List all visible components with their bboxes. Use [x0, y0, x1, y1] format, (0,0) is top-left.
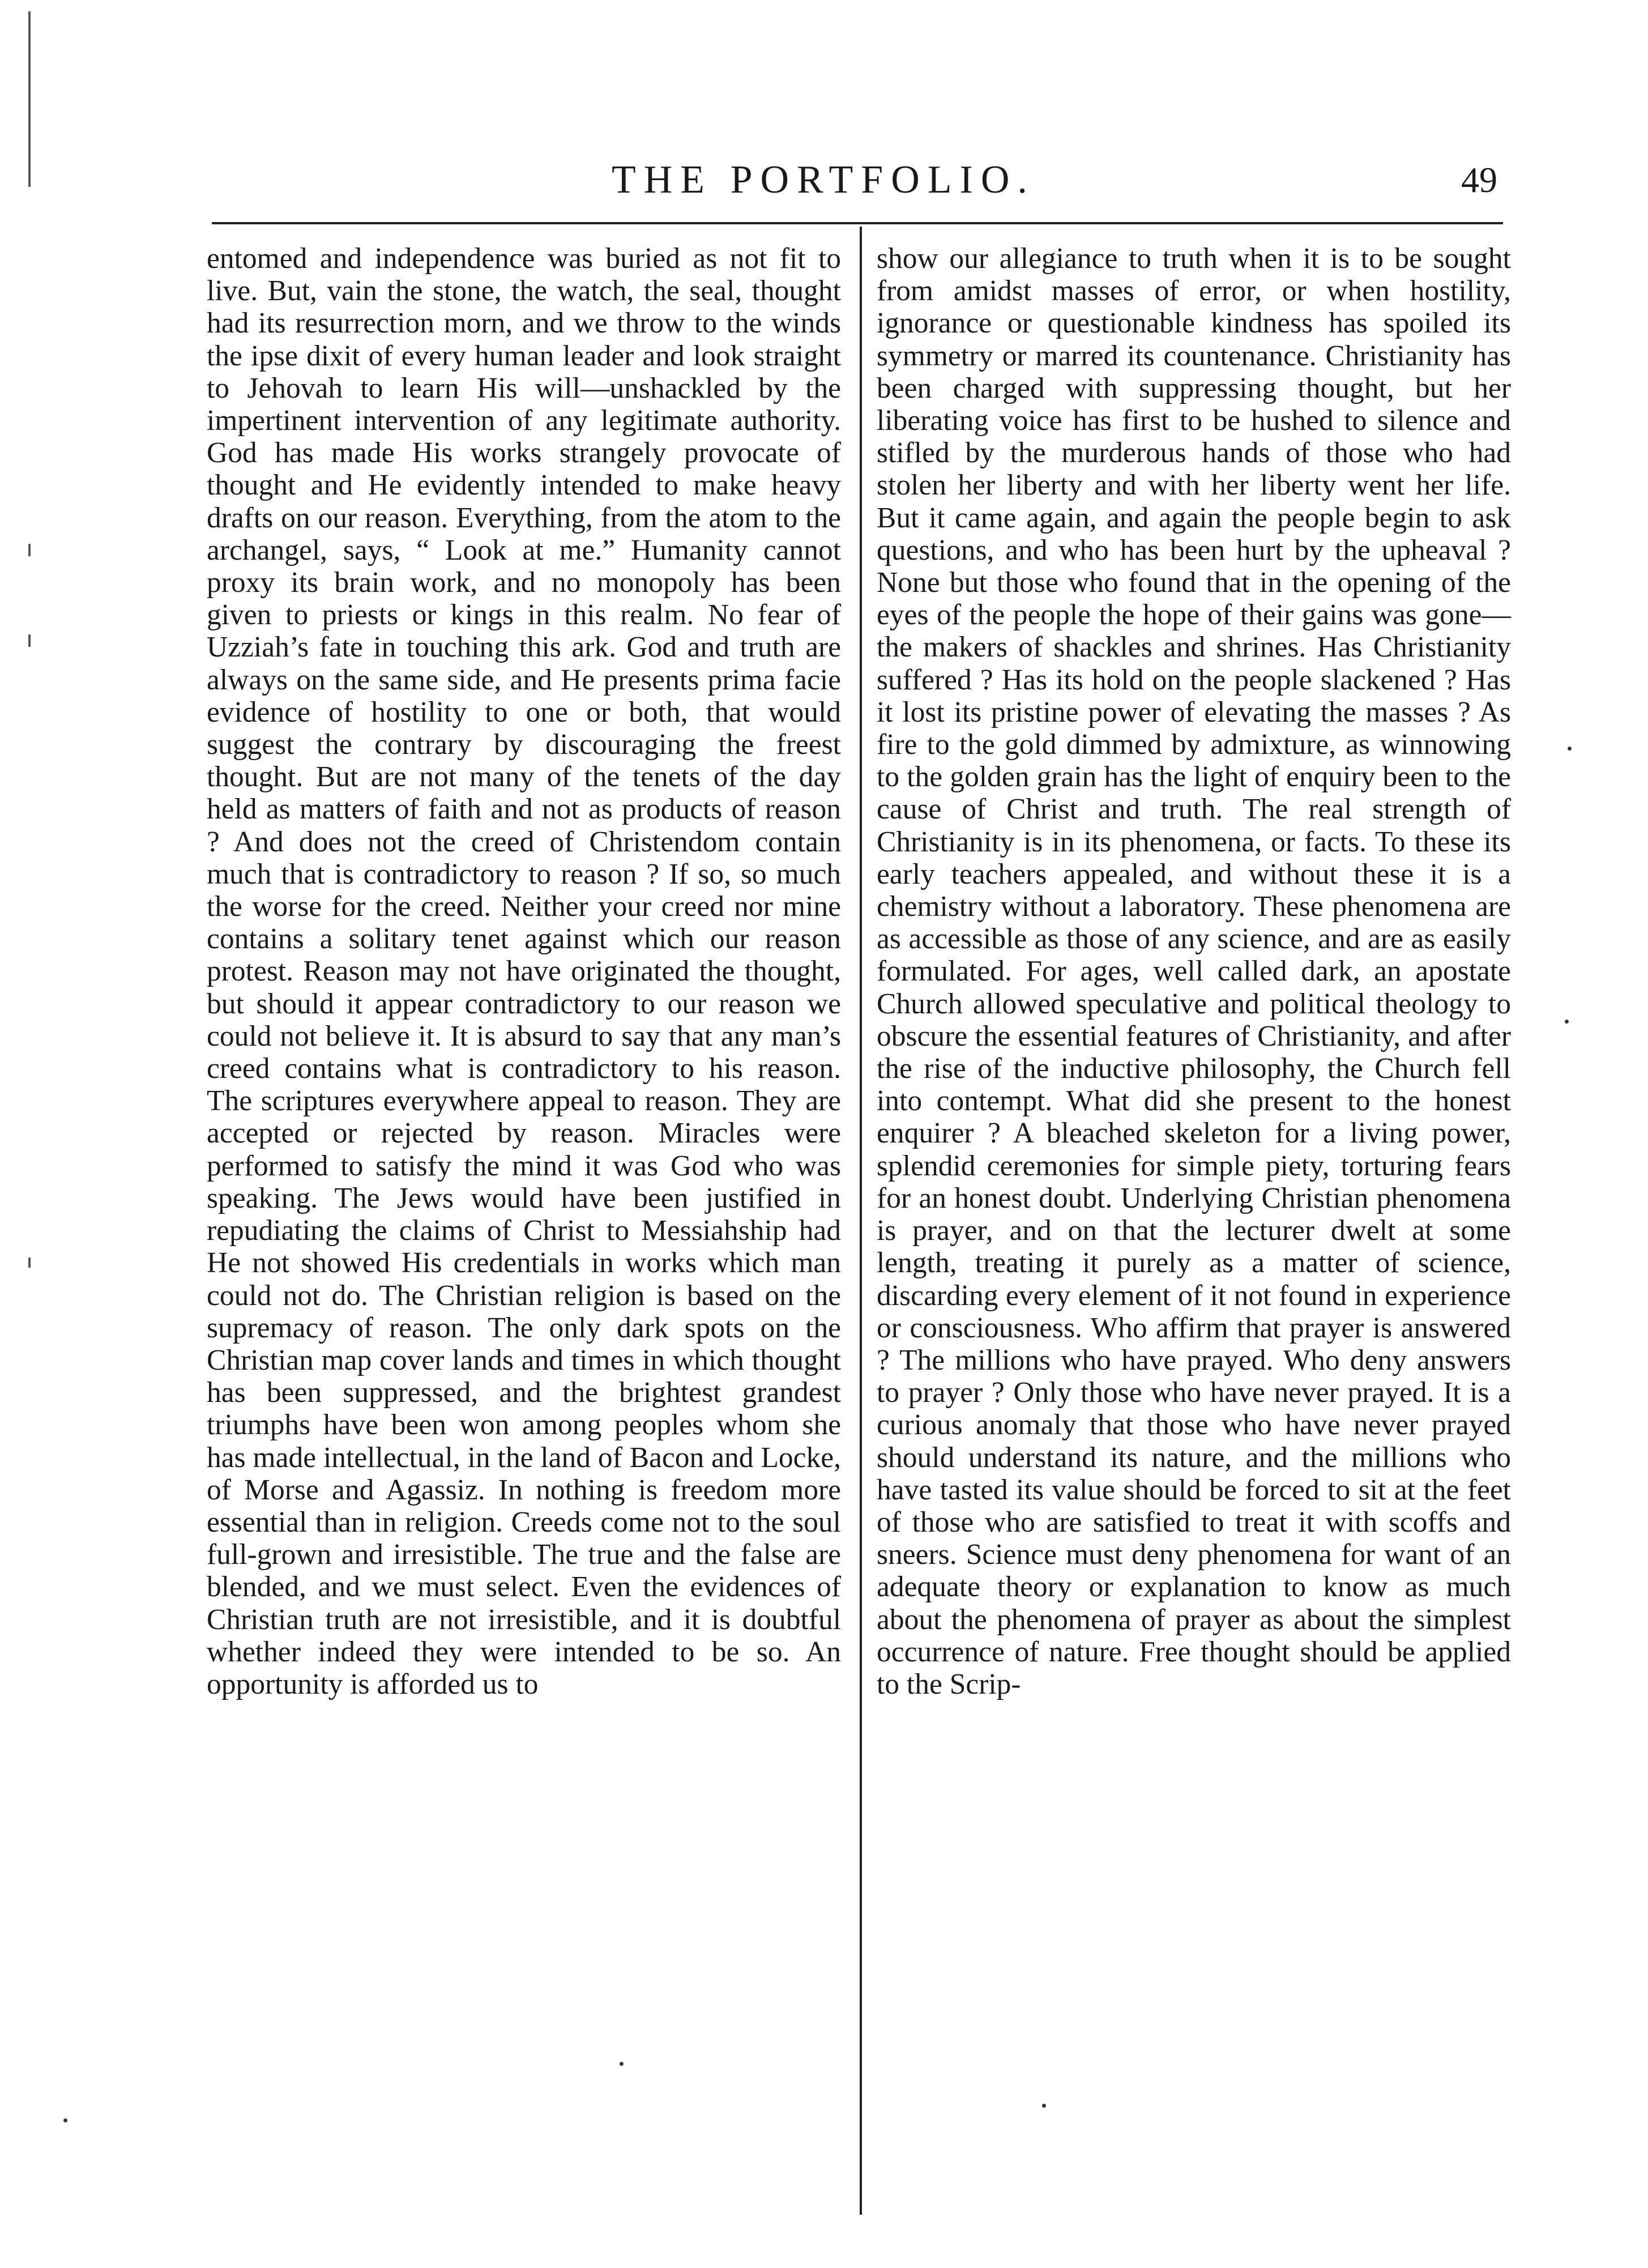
scan-edge-mark: [28, 11, 31, 187]
right-column-text: show our allegiance to truth when it is to be sought from amidst masses of error, or when hostility, ignorance or questionable kindness has spoiled its symmetry or marred its countenance. Christianity has been charged with suppressing thought, but her liberating voice has first to be hushed to silence and stifled by the murderous hands of those who had stolen her liberty and with her liberty went her life. But it came again, and again the people begin to ask questions, and who has been hurt by the upheaval ? None but those who found that in the opening of the eyes of the people the hope of their gains was gone—the makers of shackles and shrines. Has Christianity suffered ? Has its hold on the people slackened ? Has it lost its pristine power of elevating the masses ? As fire to the gold dimmed by admixture, as winnowing to the golden grain has the light of enquiry been to the cause of Christ and truth. The real strength of Christianity is in its phenomena, or facts. To these its early teachers appealed, and without these it is a chemistry without a laboratory. These phenomena are as accessible as those of any science, and are as easily formulated. For ages, well called dark, an apostate Church allowed speculative and political theology to obscure the essential features of Christianity, and after the rise of the inductive philosophy, the Church fell into contempt. What did she present to the honest enquirer ? A bleached skeleton for a living power, splendid ceremonies for simple piety, torturing fears for an honest doubt. Underlying Christian phenomena is prayer, and on that the lecturer dwelt at some length, treating it purely as a matter of science, discarding every element of it not found in experience or consciousness. Who affirm that prayer is answered ? The millions who have prayed. Who deny answers to prayer ? Only those who have never prayed. It is a curious anomaly that those who have never prayed should understand its nature, and the millions who have tasted its value should be forced to sit at the feet of those who are satisfied to treat it with scoffs and sneers. Science must deny phenomena for want of an adequate theory or explanation to know as much about the phenomena of prayer as about the simplest occurrence of nature. Free thought should be applied to the Scrip-: [877, 242, 1511, 1700]
scan-edge-mark: [28, 1257, 31, 1268]
scan-edge-mark: [28, 544, 31, 556]
stray-ink-mark: [1042, 2104, 1046, 2108]
scan-edge-mark: [28, 634, 31, 647]
running-title: THE PORTFOLIO.: [612, 158, 1035, 202]
stray-ink-mark: [1568, 747, 1572, 751]
stray-ink-mark: [620, 2062, 624, 2066]
column-divider: [860, 227, 862, 2215]
right-column: [877, 242, 1511, 1700]
stray-ink-mark: [63, 2118, 67, 2122]
left-column-text: entomed and independence was buried as not fit to live. But, vain the stone, the watch, the seal, thought had its resurrection morn, and we throw to the winds the ipse dixit of every human leader and look straight to Jehovah to learn His will—unshackled by the impertinent intervention of any legitimate authority. God has made His works strangely provocate of thought and He evidently intended to make heavy drafts on our reason. Everything, from the atom to the archangel, says, “ Look at me.” Humanity cannot proxy its brain work, and no monopoly has been given to priests or kings in this realm. No fear of Uzziah’s fate in touching this ark. God and truth are always on the same side, and He presents prima facie evidence of hostility to one or both, that would suggest the contrary by discouraging the freest thought. But are not many of the tenets of the day held as matters of faith and not as products of reason ? And does not the creed of Christendom contain much that is contradictory to reason ? If so, so much the worse for the creed. Neither your creed nor mine contains a solitary tenet against which our reason protest. Reason may not have originated the thought, but should it appear contradictory to our reason we could not believe it. It is absurd to say that any man’s creed contains what is contradictory to his reason. The scriptures everywhere appeal to reason. They are accepted or rejected by reason. Miracles were performed to satisfy the mind it was God who was speaking. The Jews would have been justified in repudiating the claims of Christ to Messiahship had He not showed His credentials in works which man could not do. The Christian religion is based on the supremacy of reason. The only dark spots on the Christian map cover lands and times in which thought has been suppressed, and the brightest grandest triumphs have been won among peoples whom she has made intellectual, in the land of Bacon and Locke, of Morse and Agassiz. In nothing is freedom more essential than in religion. Creeds come not to the soul full-grown and irresistible. The true and the false are blended, and we must select. Even the evidences of Christian truth are not irresistible, and it is doubtful whether indeed they were intended to be so. An opportunity is afforded us to: [207, 242, 841, 1700]
stray-ink-mark: [1565, 1020, 1569, 1024]
header-rule: [212, 222, 1503, 224]
left-column: [207, 242, 841, 1700]
page-number: 49: [1461, 160, 1497, 200]
